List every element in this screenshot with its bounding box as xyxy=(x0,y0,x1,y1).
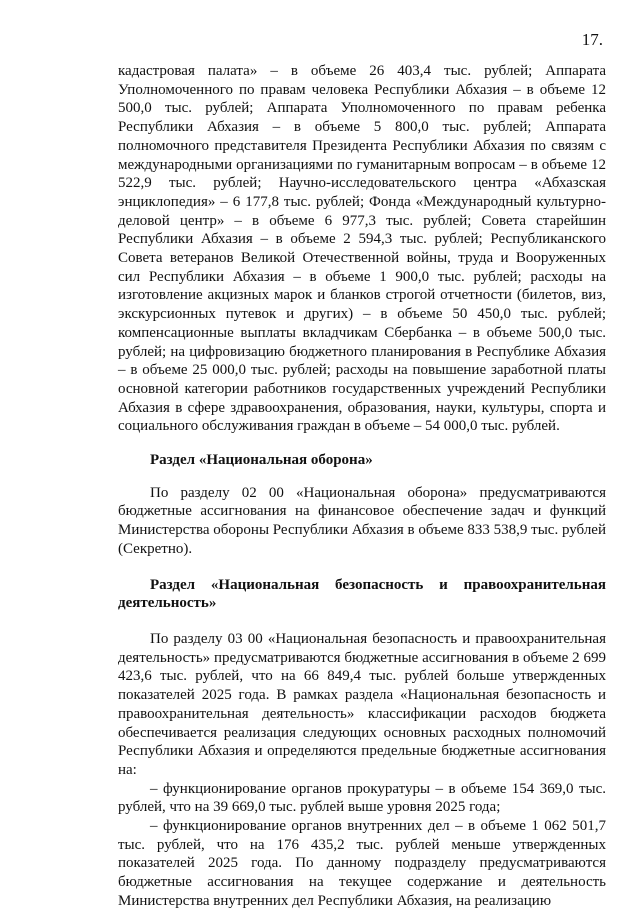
paragraph-budget-items: кадастровая палата» – в объеме 26 403,4 тыс. рублей; Аппарата Уполномоченного по правам человека Республики Абхазия – в объеме 12 500,0 тыс. рублей; Аппарата Уполномоченного по правам ребенка Республики Абхазия – в объеме 5 800,0 тыс. рублей; Аппарата полномочного представителя Президента Республики Абхазия по связям с международными организациями по гуманитарным вопросам – в объеме 12 522,9 тыс. рублей; Научно-исследовательского центра «Абхазская энциклопедия» – 6 177,8 тыс. рублей; Фонда «Международный культурно-деловой центр» – в объеме 6 977,3 тыс. рублей; Совета старейшин Республики Абхазия – в объеме 2 594,3 тыс. рублей; Республиканского Совета ветеранов Великой Отечественной войны, труда и Вооруженных сил Республики Абхазия – в объеме 1 900,0 тыс. рублей; расходы на изготовление акцизных марок и бланков строгой отчетности (билетов, виз, экскурсионных путевок и других) – в объеме 50 450,0 тыс. рублей; компенсационные выплаты вкладчикам Сбербанка – в объеме 500,0 тыс. рублей; на цифровизацию бюджетного планирования в Республике Абхазия – в объеме 25 000,0 тыс. рублей; расходы на повышение заработной платы основной категории работников государственных учреждений Республики Абхазия в сфере здравоохранения, образования, науки, культуры, спорта и социального обслуживания граждан в объеме – 54 000,0 тыс. рублей. xyxy=(118,63,606,435)
paragraph-interior: – функционирование органов внутренних дел – в объеме 1 062 501,7 тыс. рублей, что на 176 435,2 тыс. рублей меньше утвержденных показателей 2025 года. По данному подразделу предусматриваются бюджетные ассигнования на текущее содержание и деятельность Министерства внутренних дел Республики Абхазия, на реализацию xyxy=(118,818,606,909)
page-number: 17. xyxy=(581,30,603,49)
document-body xyxy=(118,62,606,911)
paragraph-prosecutor: – функционирование органов прокуратуры – в объеме 154 369,0 тыс. рублей, что на 39 669,0 тыс. рублей выше уровня 2025 года; xyxy=(118,780,606,816)
paragraph-security: По разделу 03 00 «Национальная безопасность и правоохранительная деятельность» предусматриваются бюджетные ассигнования в объеме 2 699 423,6 тыс. рублей, что на 66 849,4 тыс. рублей больше утвержденных показателей 2025 года. В рамках раздела «Национальная безопасность и правоохранительная деятельность» классификации расходов бюджета обеспечивается реализация следующих основных расходных полномочий Республики Абхазия и определяются предельные бюджетные ассигнования на: xyxy=(118,630,606,778)
paragraph-defense: По разделу 02 00 «Национальная оборона» предусматриваются бюджетные ассигнования на финансовое обеспечение задач и функций Министерства обороны Республики Абхазия в объеме 833 538,9 тыс. рублей (Секретно). xyxy=(118,484,606,557)
section-heading-defense: Раздел «Национальная оборона» xyxy=(150,452,373,469)
section-heading-security: Раздел «Национальная безопасность и правоохранительная деятельность» xyxy=(118,576,606,612)
